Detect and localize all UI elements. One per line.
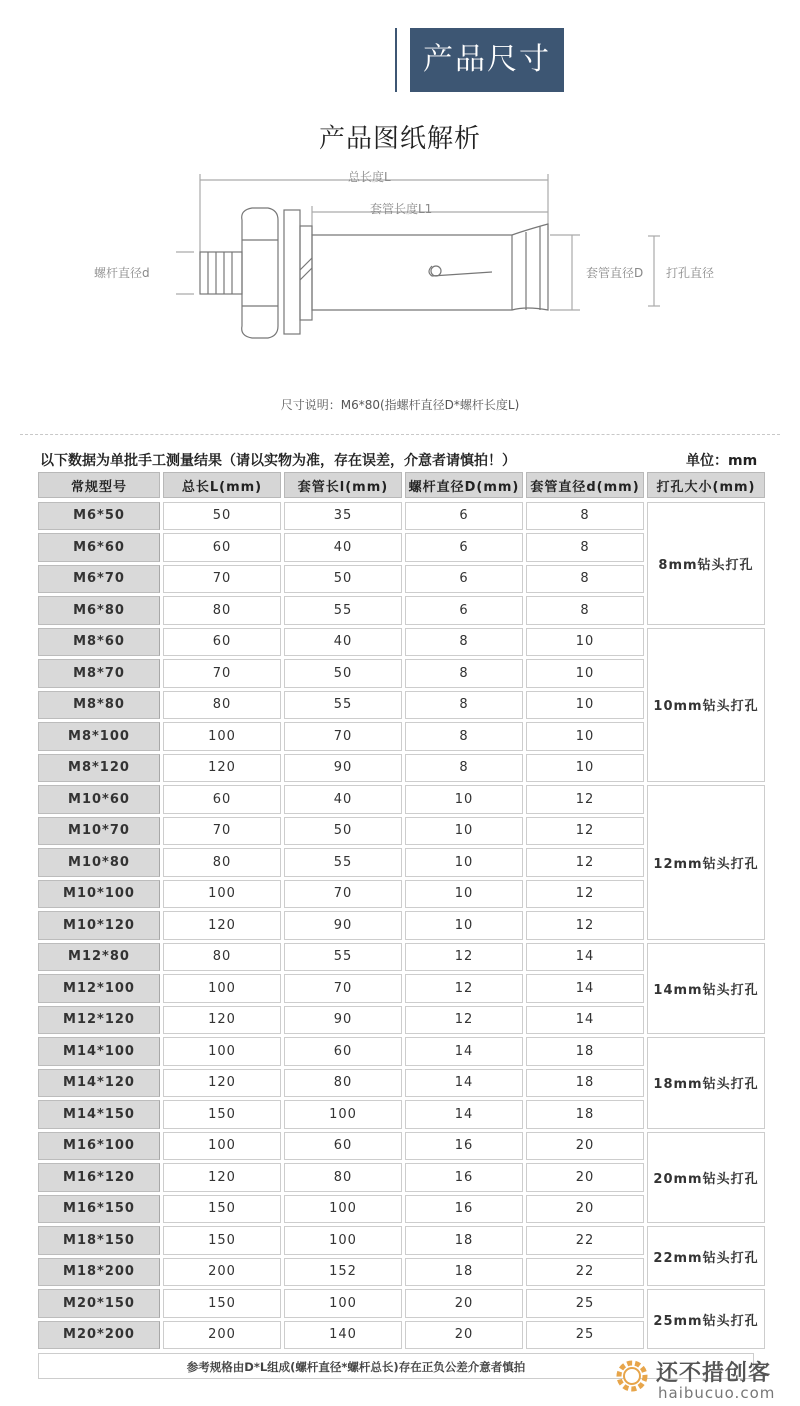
header-sleeve-diameter: 套管直径d(mm) [526, 472, 644, 498]
dimension-caption: 尺寸说明：M6*80(指螺杆直径D*螺杆长度L) [280, 398, 520, 412]
drill-size-group: 10mm钻头打孔 [647, 628, 765, 783]
table-cell-model: M18*200 [38, 1258, 160, 1287]
table-cell: 12 [405, 943, 523, 972]
anchor-bolt-drawing [80, 160, 740, 360]
table-cell: 150 [163, 1195, 281, 1224]
table-cell: 150 [163, 1289, 281, 1318]
table-cell: 120 [163, 1006, 281, 1035]
table-cell: 40 [284, 628, 402, 657]
table-cell: 14 [526, 943, 644, 972]
table-cell: 10 [526, 628, 644, 657]
table-cell: 140 [284, 1321, 402, 1350]
table-cell: 8 [526, 533, 644, 562]
table-cell: 14 [405, 1100, 523, 1129]
table-cell: 90 [284, 754, 402, 783]
table-cell: 8 [405, 691, 523, 720]
table-cell: 60 [284, 1037, 402, 1066]
sleeve-length-label: 套管长度L1 [370, 202, 433, 216]
table-cell: 70 [284, 880, 402, 909]
table-cell: 60 [284, 1132, 402, 1161]
table-cell: 16 [405, 1132, 523, 1161]
table-cell: 6 [405, 502, 523, 531]
table-cell-model: M8*60 [38, 628, 160, 657]
header-sleeve-length: 套管长l(mm) [284, 472, 402, 498]
table-cell-model: M20*200 [38, 1321, 160, 1350]
table-cell: 12 [405, 1006, 523, 1035]
table-cell: 12 [526, 848, 644, 877]
table-cell: 25 [526, 1289, 644, 1318]
table-cell-model: M6*50 [38, 502, 160, 531]
table-cell: 14 [526, 974, 644, 1003]
table-cell: 55 [284, 848, 402, 877]
table-cell: 14 [526, 1006, 644, 1035]
table-cell: 14 [405, 1037, 523, 1066]
table-cell: 22 [526, 1226, 644, 1255]
table-cell: 70 [163, 659, 281, 688]
header-drill-size: 打孔大小(mm) [647, 472, 765, 498]
table-cell: 80 [163, 691, 281, 720]
watermark-name: 还不措创客 [656, 1361, 772, 1386]
table-cell: 12 [526, 817, 644, 846]
table-cell: 100 [163, 880, 281, 909]
table-cell: 150 [163, 1226, 281, 1255]
table-cell: 10 [405, 785, 523, 814]
drill-size-group: 20mm钻头打孔 [647, 1132, 765, 1224]
table-cell-model: M10*120 [38, 911, 160, 940]
table-cell: 20 [405, 1321, 523, 1350]
table-cell: 60 [163, 533, 281, 562]
section-divider [20, 434, 780, 435]
drill-size-group: 14mm钻头打孔 [647, 943, 765, 1035]
table-cell-model: M12*100 [38, 974, 160, 1003]
table-cell: 8 [526, 596, 644, 625]
gear-logo-icon [612, 1356, 652, 1396]
header-model: 常规型号 [38, 472, 160, 498]
table-footnote: 参考规格由D*L组成(螺杆直径*螺杆总长)存在正负公差介意者慎拍 [38, 1353, 754, 1379]
table-cell: 90 [284, 911, 402, 940]
section-title: 产品尺寸 [410, 28, 564, 92]
table-cell: 70 [284, 974, 402, 1003]
table-cell: 100 [163, 974, 281, 1003]
table-cell: 8 [405, 754, 523, 783]
table-cell: 70 [163, 817, 281, 846]
table-cell: 18 [405, 1226, 523, 1255]
table-cell: 120 [163, 1069, 281, 1098]
drill-size-group: 22mm钻头打孔 [647, 1226, 765, 1286]
diagram-title: 产品图纸解析 [318, 124, 481, 154]
table-cell: 10 [526, 722, 644, 751]
table-cell: 55 [284, 596, 402, 625]
table-cell: 150 [163, 1100, 281, 1129]
table-cell: 35 [284, 502, 402, 531]
bolt-diagram-svg [80, 160, 740, 360]
header-divider [395, 28, 397, 92]
table-cell: 120 [163, 754, 281, 783]
table-cell: 20 [526, 1195, 644, 1224]
drill-size-group: 18mm钻头打孔 [647, 1037, 765, 1129]
table-cell-model: M10*60 [38, 785, 160, 814]
table-cell: 25 [526, 1321, 644, 1350]
table-cell-model: M10*70 [38, 817, 160, 846]
table-cell: 50 [163, 502, 281, 531]
table-cell: 12 [405, 974, 523, 1003]
spec-table [38, 472, 759, 1352]
table-cell: 80 [284, 1163, 402, 1192]
table-cell: 8 [526, 565, 644, 594]
table-cell: 80 [163, 943, 281, 972]
table-cell: 20 [526, 1163, 644, 1192]
total-length-label: 总长度L [348, 170, 391, 184]
header-total-length: 总长L(mm) [163, 472, 281, 498]
unit-label: 单位：mm [686, 453, 758, 469]
table-cell-model: M8*120 [38, 754, 160, 783]
table-cell: 8 [526, 502, 644, 531]
table-cell-model: M14*150 [38, 1100, 160, 1129]
table-cell-model: M10*100 [38, 880, 160, 909]
table-cell-model: M20*150 [38, 1289, 160, 1318]
drill-size-group: 25mm钻头打孔 [647, 1289, 765, 1349]
table-cell: 20 [405, 1289, 523, 1318]
table-cell: 18 [526, 1100, 644, 1129]
table-cell: 200 [163, 1321, 281, 1350]
table-cell: 10 [405, 817, 523, 846]
table-cell-model: M14*100 [38, 1037, 160, 1066]
table-cell: 20 [526, 1132, 644, 1161]
table-cell-model: M16*100 [38, 1132, 160, 1161]
table-cell: 16 [405, 1195, 523, 1224]
table-cell: 100 [284, 1100, 402, 1129]
table-cell-model: M12*120 [38, 1006, 160, 1035]
table-cell: 10 [405, 880, 523, 909]
table-cell: 8 [405, 659, 523, 688]
table-cell: 12 [526, 785, 644, 814]
table-cell: 152 [284, 1258, 402, 1287]
table-cell: 12 [526, 911, 644, 940]
table-cell: 70 [163, 565, 281, 594]
table-cell-model: M14*120 [38, 1069, 160, 1098]
table-cell: 6 [405, 596, 523, 625]
table-cell-model: M6*70 [38, 565, 160, 594]
table-cell: 10 [526, 754, 644, 783]
table-cell-model: M8*80 [38, 691, 160, 720]
table-cell: 6 [405, 565, 523, 594]
table-cell-model: M6*60 [38, 533, 160, 562]
table-cell: 60 [163, 785, 281, 814]
table-cell-model: M18*150 [38, 1226, 160, 1255]
table-cell: 10 [405, 848, 523, 877]
hole-diameter-label: 打孔直径 [666, 266, 715, 280]
table-cell: 8 [405, 628, 523, 657]
table-cell: 100 [163, 1132, 281, 1161]
table-cell-model: M8*70 [38, 659, 160, 688]
table-cell: 100 [284, 1289, 402, 1318]
table-cell: 100 [163, 722, 281, 751]
table-cell-model: M6*80 [38, 596, 160, 625]
table-cell-model: M8*100 [38, 722, 160, 751]
measurement-notice: 以下数据为单批手工测量结果（请以实物为准，存在误差，介意者请慎拍！） [40, 453, 516, 469]
table-cell: 100 [284, 1226, 402, 1255]
table-cell: 50 [284, 817, 402, 846]
table-cell: 10 [526, 659, 644, 688]
table-cell: 80 [163, 848, 281, 877]
table-cell: 120 [163, 1163, 281, 1192]
drill-size-group: 12mm钻头打孔 [647, 785, 765, 940]
table-cell: 120 [163, 911, 281, 940]
table-cell: 60 [163, 628, 281, 657]
table-cell: 50 [284, 565, 402, 594]
table-cell: 14 [405, 1069, 523, 1098]
table-cell: 22 [526, 1258, 644, 1287]
screw-diameter-label: 螺杆直径d [94, 266, 150, 280]
table-cell: 10 [526, 691, 644, 720]
table-cell: 16 [405, 1163, 523, 1192]
table-cell-model: M10*80 [38, 848, 160, 877]
table-cell: 18 [526, 1037, 644, 1066]
drill-size-group: 8mm钻头打孔 [647, 502, 765, 625]
sleeve-diameter-label: 套管直径D [586, 266, 644, 280]
table-cell: 6 [405, 533, 523, 562]
table-cell-model: M16*120 [38, 1163, 160, 1192]
table-cell: 80 [284, 1069, 402, 1098]
table-cell: 100 [284, 1195, 402, 1224]
table-cell: 10 [405, 911, 523, 940]
table-cell-model: M16*150 [38, 1195, 160, 1224]
table-cell: 18 [405, 1258, 523, 1287]
table-cell: 40 [284, 533, 402, 562]
table-cell: 200 [163, 1258, 281, 1287]
table-cell: 50 [284, 659, 402, 688]
table-cell: 70 [284, 722, 402, 751]
table-cell: 55 [284, 691, 402, 720]
table-cell: 18 [526, 1069, 644, 1098]
table-cell: 12 [526, 880, 644, 909]
table-cell: 40 [284, 785, 402, 814]
watermark-domain: haibucuo.com [658, 1384, 776, 1402]
table-cell: 90 [284, 1006, 402, 1035]
table-cell: 55 [284, 943, 402, 972]
table-cell-model: M12*80 [38, 943, 160, 972]
table-cell: 80 [163, 596, 281, 625]
header-screw-diameter: 螺杆直径D(mm) [405, 472, 523, 498]
table-cell: 8 [405, 722, 523, 751]
table-cell: 100 [163, 1037, 281, 1066]
